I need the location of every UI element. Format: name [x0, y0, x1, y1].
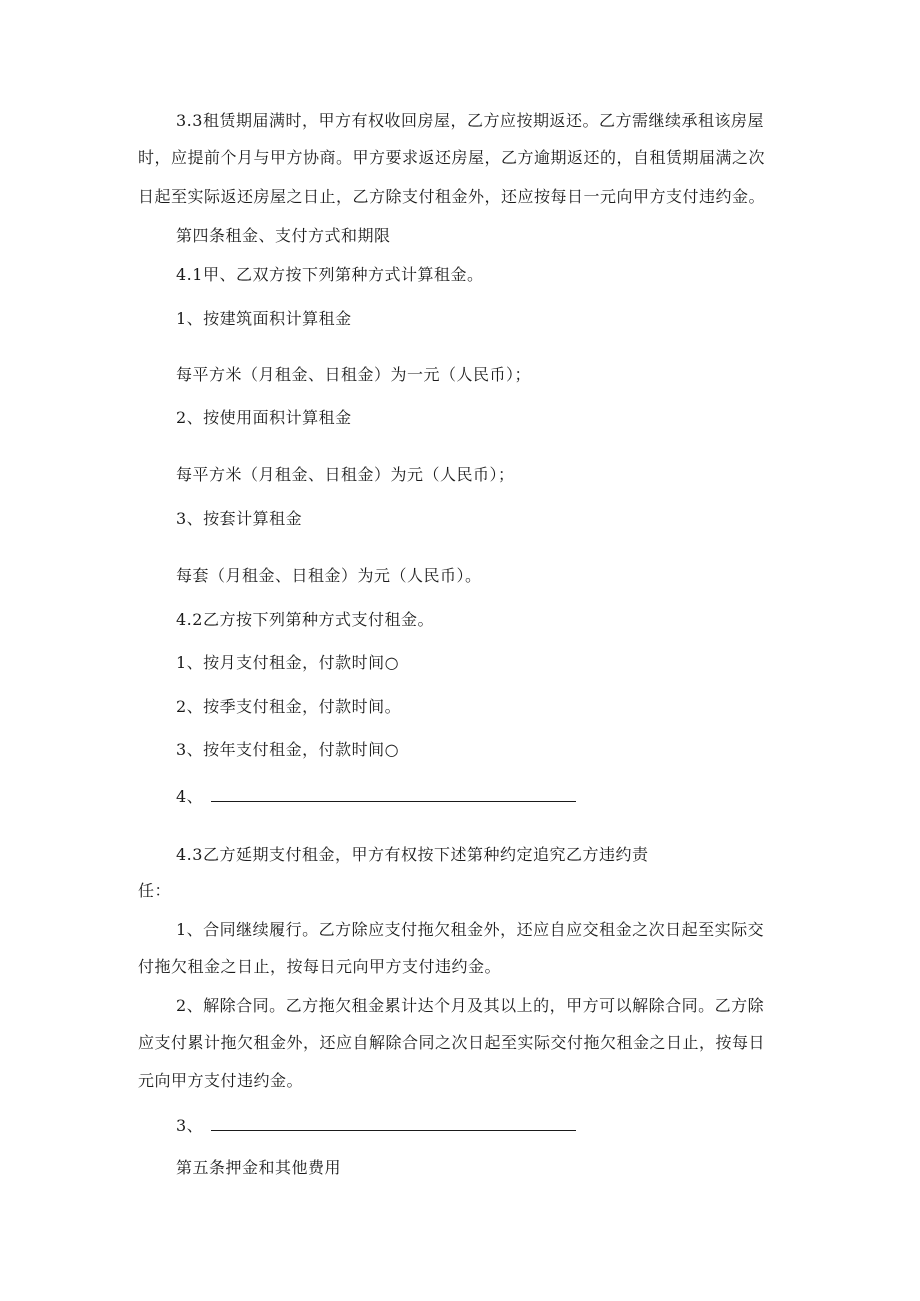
fill-in-blank-line — [211, 788, 576, 802]
clause-4-2: 4.2乙方按下列第种方式支付租金。 — [176, 610, 434, 629]
calc-method-3-label: 3、按套计算租金 — [176, 509, 303, 528]
payment-option-4 — [176, 787, 576, 807]
article-5-title: 第五条押金和其他费用 — [176, 1158, 342, 1177]
liability-2-line-1: 2、解除合同。乙方拖欠租金累计达个月及其以上的，甲方可以解除合同。乙方除 — [176, 996, 765, 1015]
liability-1-line-1: 1、合同继续履行。乙方除应支付拖欠租金外，还应自应交租金之次日起至实际交 — [176, 920, 765, 939]
calc-method-2-detail: 每平方米（月租金、日租金）为元（人民币）； — [176, 465, 515, 484]
clause-4-1: 4.1甲、乙双方按下列第种方式计算租金。 — [176, 265, 484, 284]
clause-3-3-line-2: 时，应提前个月与甲方协商。甲方要求返还房屋，乙方逾期返还的，自租赁期届满之次 — [138, 148, 766, 167]
calc-method-3-detail: 每套（月租金、日租金）为元（人民币）。 — [176, 566, 482, 585]
calc-method-1-detail: 每平方米（月租金、日租金）为一元（人民币）； — [176, 365, 532, 384]
liability-option-3-label: 3、 — [176, 1116, 204, 1135]
article-4-title: 第四条租金、支付方式和期限 — [176, 226, 391, 245]
payment-method-2: 2、按季支付租金，付款时间。 — [176, 697, 402, 716]
clause-3-3-line-3: 日起至实际返还房屋之日止，乙方除支付租金外，还应按每日一元向甲方支付违约金。 — [138, 187, 766, 206]
calc-method-1-label: 1、按建筑面积计算租金 — [176, 309, 352, 328]
payment-method-3: 3、按年支付租金，付款时间○ — [176, 740, 400, 759]
liability-2-line-2: 应支付累计拖欠租金外，还应自解除合同之次日起至实际交付拖欠租金之日止，按每日 — [138, 1033, 766, 1052]
payment-method-1: 1、按月支付租金，付款时间○ — [176, 653, 400, 672]
calc-method-2-label: 2、按使用面积计算租金 — [176, 408, 352, 427]
payment-option-4-label: 4、 — [176, 787, 204, 806]
clause-3-3-line-1: 3.3租赁期届满时，甲方有权收回房屋，乙方应按期返还。乙方需继续承租该房屋 — [176, 111, 764, 130]
liability-option-3 — [176, 1116, 576, 1136]
clause-4-3-line-2: 任： — [138, 881, 172, 900]
liability-2-line-3: 元向甲方支付违约金。 — [138, 1071, 304, 1090]
fill-in-blank-line — [211, 1117, 576, 1131]
liability-1-line-2: 付拖欠租金之日止，按每日元向甲方支付违约金。 — [138, 957, 502, 976]
clause-4-3-line-1: 4.3乙方延期支付租金，甲方有权按下述第种约定追究乙方违约责 — [176, 845, 649, 864]
